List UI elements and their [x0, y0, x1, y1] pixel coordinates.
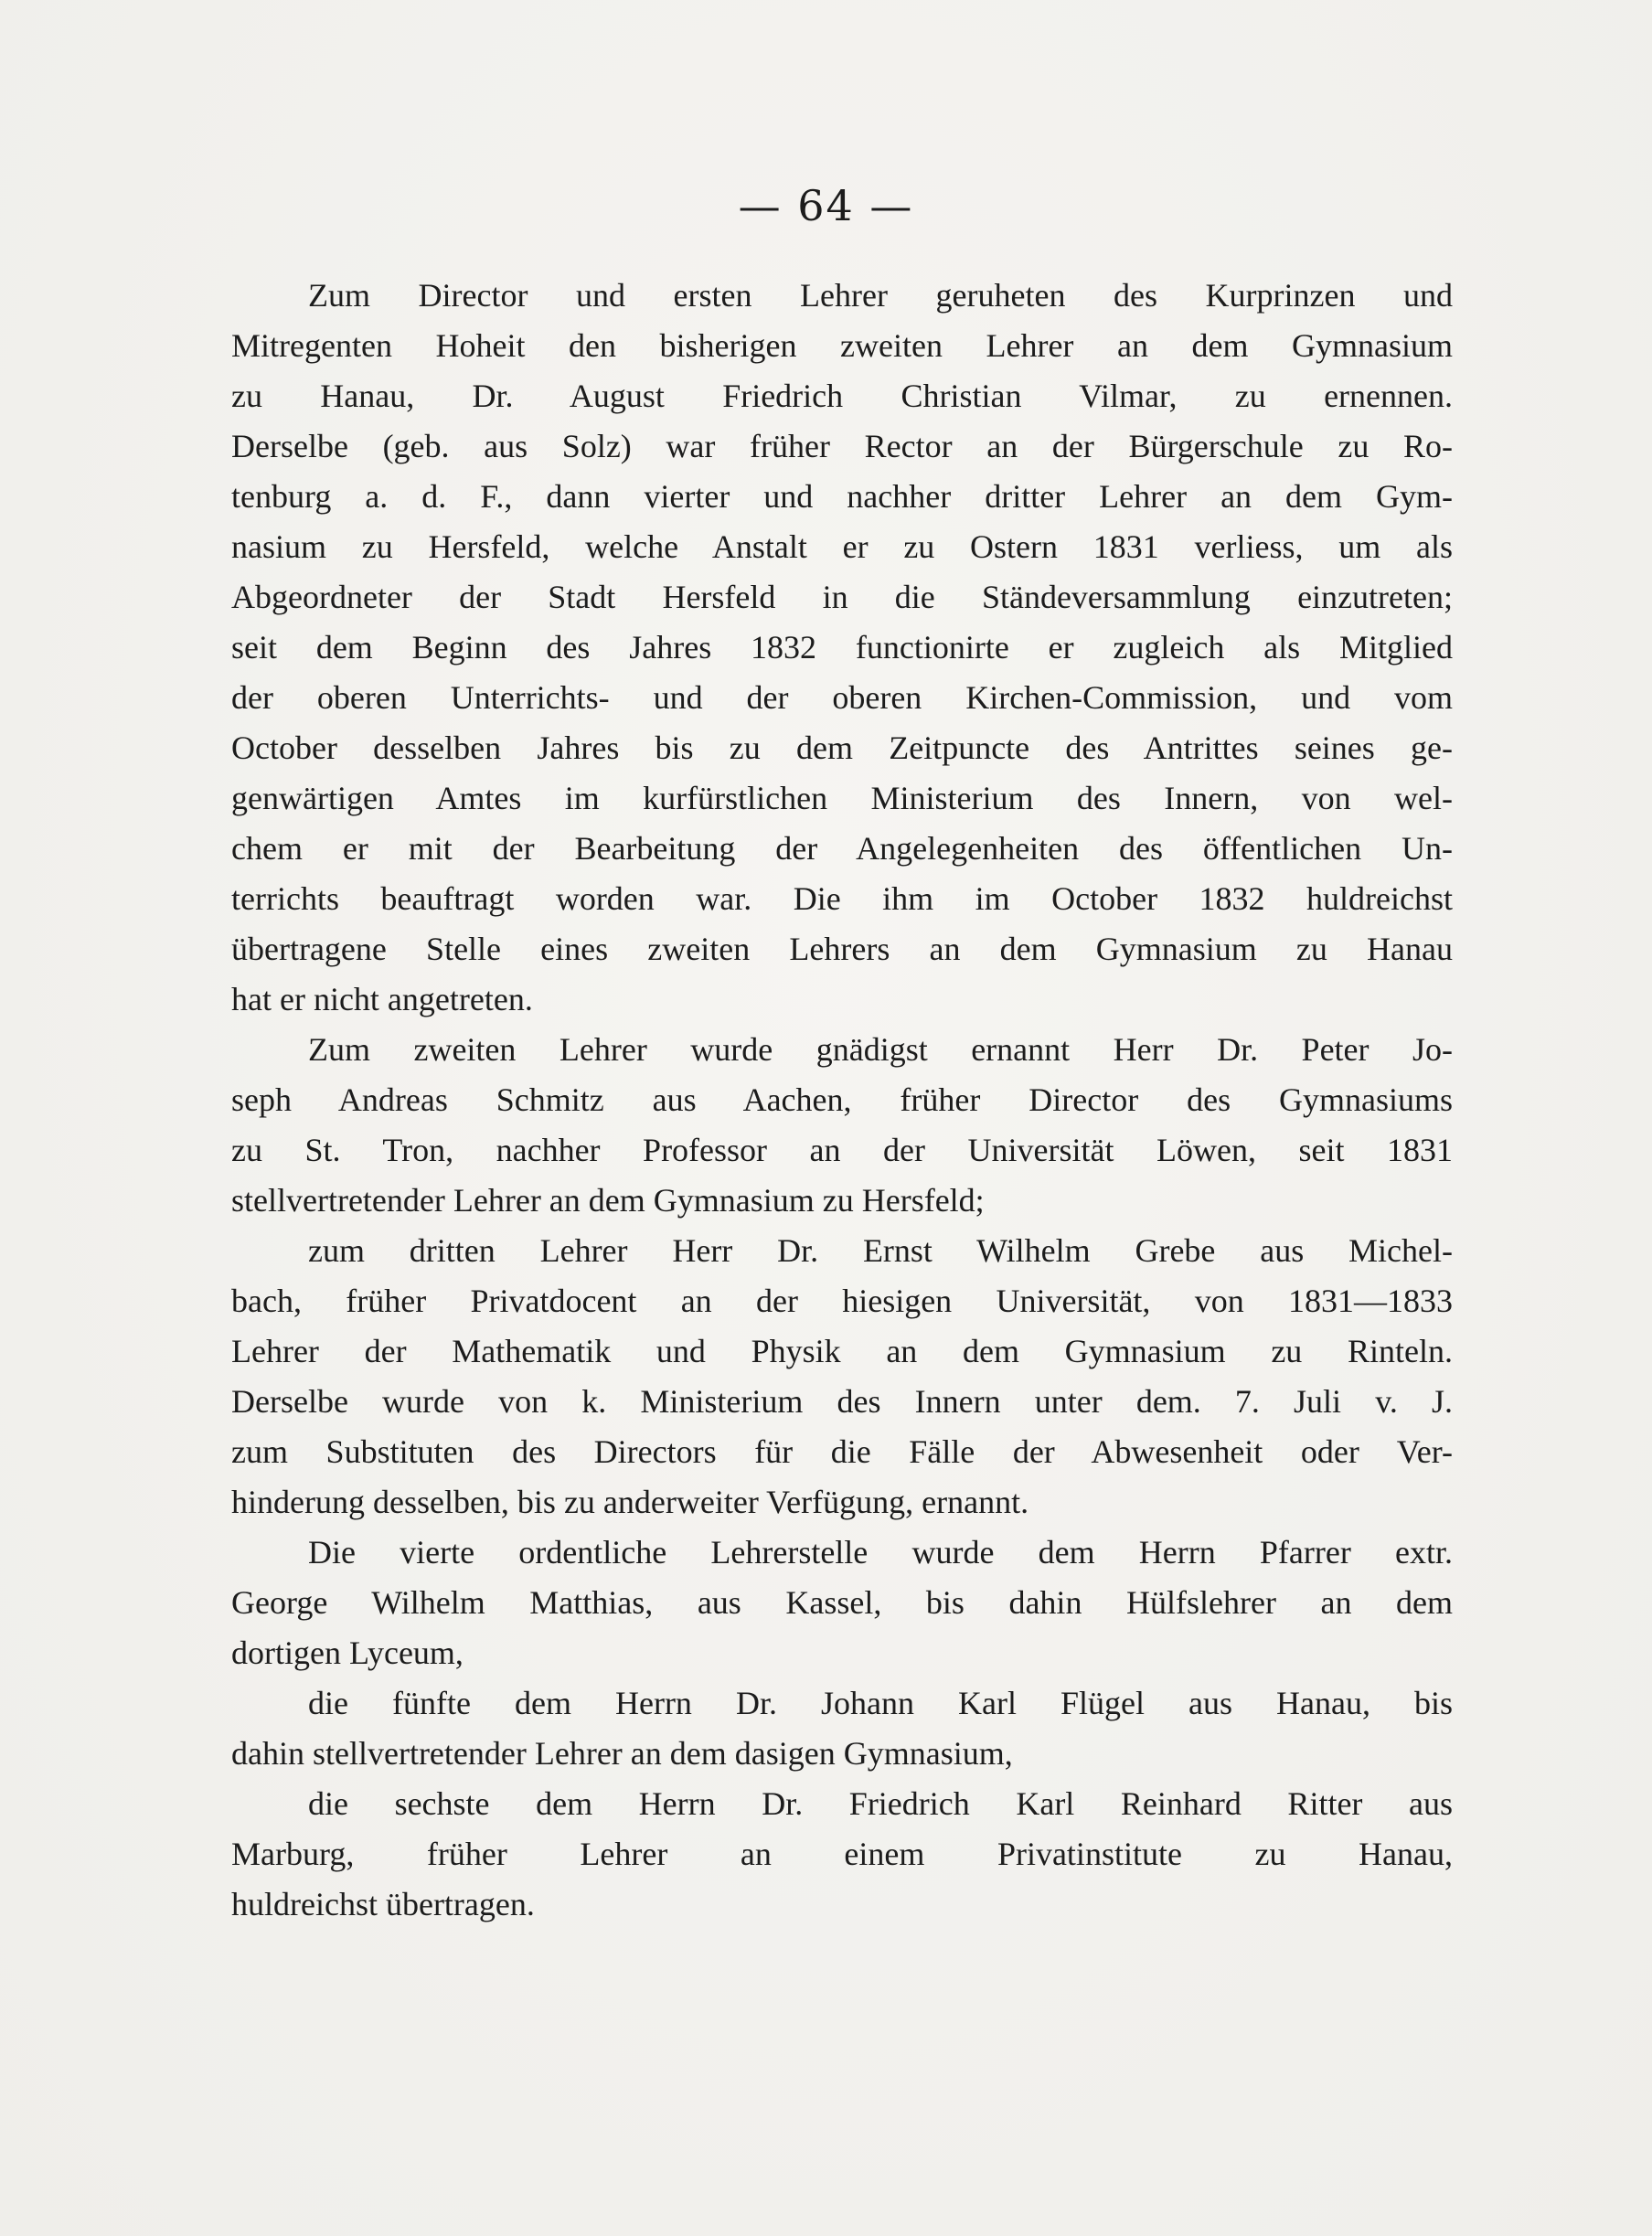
text-line: Lehrer der Mathematik und Physik an dem Gymnasium zu Rinteln. [231, 1333, 1453, 1369]
text-line: chem er mit der Bearbeitung der Angelegenheiten des öffentlichen Un- [231, 830, 1453, 867]
page-number: — 64 — [738, 181, 914, 230]
paragraph [231, 1678, 1453, 1779]
text-line: die sechste dem Herrn Dr. Friedrich Karl Reinhard Ritter aus [308, 1785, 1453, 1822]
text-line: genwärtigen Amtes im kurfürstlichen Ministerium des Innern, von wel- [231, 780, 1453, 816]
text-line: die fünfte dem Herrn Dr. Johann Karl Flügel aus Hanau, bis [308, 1685, 1453, 1721]
text-line: October desselben Jahres bis zu dem Zeitpuncte des Antrittes seines ge- [231, 729, 1453, 766]
paragraph [231, 1779, 1453, 1930]
text-line: übertragene Stelle eines zweiten Lehrers an dem Gymnasium zu Hanau [231, 931, 1453, 967]
text-line: nasium zu Hersfeld, welche Anstalt er zu Ostern 1831 verliess, um als [231, 528, 1453, 565]
text-line: Die vierte ordentliche Lehrerstelle wurde dem Herrn Pfarrer extr. [308, 1534, 1453, 1571]
text-line: zum Substituten des Directors für die Fälle der Abwesenheit oder Ver- [231, 1433, 1453, 1470]
text-line: Marburg, früher Lehrer an einem Privatinstitute zu Hanau, [231, 1836, 1453, 1872]
text-line: Zum Director und ersten Lehrer geruheten des Kurprinzen und [308, 277, 1453, 314]
text-line: zu St. Tron, nachher Professor an der Universität Löwen, seit 1831 [231, 1132, 1453, 1168]
text-line: George Wilhelm Matthias, aus Kassel, bis dahin Hülfslehrer an dem [231, 1584, 1453, 1621]
text-line: stellvertretender Lehrer an dem Gymnasium zu Hersfeld; [231, 1182, 985, 1219]
paragraph [231, 271, 1453, 1025]
text-line: dortigen Lyceum, [231, 1634, 464, 1671]
text-line: huldreichst übertragen. [231, 1886, 535, 1922]
text-line: terrichts beauftragt worden war. Die ihm im October 1832 huldreichst [231, 880, 1453, 917]
text-line: zu Hanau, Dr. August Friedrich Christian Vilmar, zu ernennen. [231, 378, 1453, 414]
body-text [231, 271, 1453, 1930]
text-line: Mitregenten Hoheit den bisherigen zweiten Lehrer an dem Gymnasium [231, 327, 1453, 364]
text-line: Abgeordneter der Stadt Hersfeld in die Ständeversammlung einzutreten; [231, 579, 1453, 615]
text-line: der oberen Unterrichts- und der oberen Kirchen-Commission, und vom [231, 679, 1453, 716]
paragraph [231, 1025, 1453, 1226]
text-line: tenburg a. d. F., dann vierter und nachher dritter Lehrer an dem Gym- [231, 478, 1453, 515]
paragraph [231, 1226, 1453, 1528]
text-line: hinderung desselben, bis zu anderweiter Verfügung, ernannt. [231, 1484, 1029, 1520]
text-line: hat er nicht angetreten. [231, 981, 533, 1017]
text-line: bach, früher Privatdocent an der hiesigen Universität, von 1831—1833 [231, 1283, 1453, 1319]
paragraph [231, 1528, 1453, 1678]
text-line: seit dem Beginn des Jahres 1832 functionirte er zugleich als Mitglied [231, 629, 1453, 665]
text-line: Zum zweiten Lehrer wurde gnädigst ernannt Herr Dr. Peter Jo- [308, 1031, 1453, 1068]
text-line: zum dritten Lehrer Herr Dr. Ernst Wilhelm Grebe aus Michel- [308, 1232, 1453, 1269]
text-line: Derselbe wurde von k. Ministerium des Innern unter dem. 7. Juli v. J. [231, 1383, 1453, 1420]
text-line: seph Andreas Schmitz aus Aachen, früher Director des Gymnasiums [231, 1081, 1453, 1118]
text-line: Derselbe (geb. aus Solz) war früher Rector an der Bürgerschule zu Ro- [231, 428, 1453, 464]
text-line: dahin stellvertretender Lehrer an dem dasigen Gymnasium, [231, 1735, 1013, 1772]
